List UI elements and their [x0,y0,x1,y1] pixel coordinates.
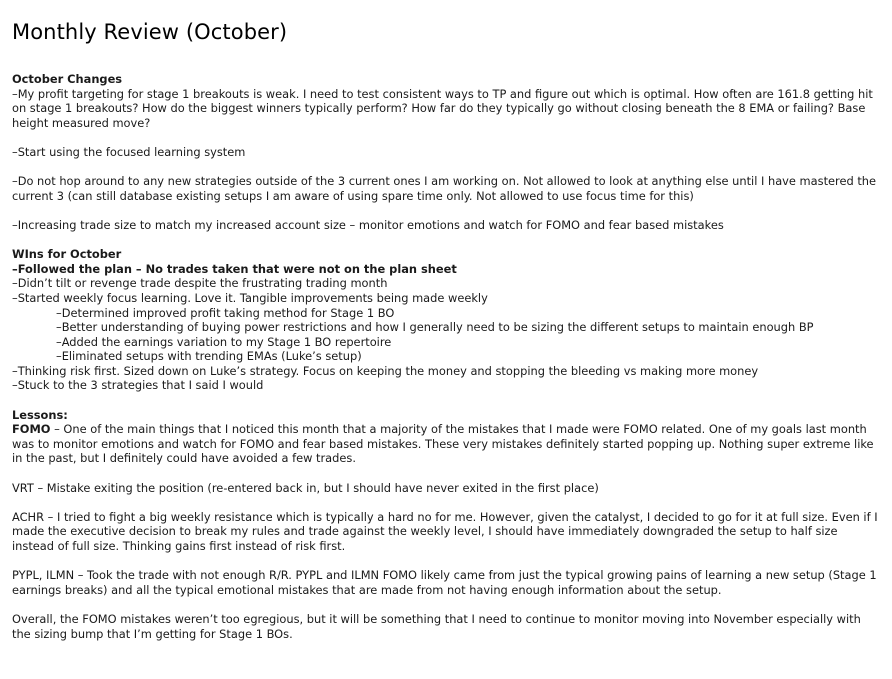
win-item: –Didn’t tilt or revenge trade despite the frustrating trading month [12,276,388,291]
change-item: –Do not hop around to any new strategies outside of the 3 current ones I am working on. Not allowed to look at anything else until I have mastered the current 3 (can still database existing setups I am aware of using spare time only. Not allowed to use focus time for this) [12,174,877,203]
lesson-fomo [12,422,878,466]
win-item: –Thinking risk first. Sized down on Luke’s strategy. Focus on keeping the money and stopping the bleeding vs making more money [12,363,759,378]
change-item: –Start using the focused learning system [12,144,246,159]
change-item: –My profit targeting for stage 1 breakouts is weak. I need to test consistent ways to TP and figure out which is optimal. How often are 161.8 getting hit on stage 1 breakouts? How do the biggest winners typically perform? How far do they typically go without closing beneath the 8 EMA or failing? Base height measured move? [12,86,873,130]
win-sub-item: –Determined improved profit taking method for Stage 1 BO [56,305,395,320]
lesson-pypl-ilmn: PYPL, ILMN – Took the trade with not enough R/R. PYPL and ILMN FOMO likely came from just the typical growing pains of learning a new setup (Stage 1 earnings breaks) and all the typical emotional mistakes that are made from not having enough information about the setup. [12,568,877,597]
lessons-heading: Lessons: [12,407,68,422]
lesson-achr: ACHR – I tried to fight a big weekly resistance which is typically a hard no for me. However, given the catalyst, I decided to go for it at full size. Even if I made the executive decision to break my rules and trade against the weekly level, I should have immediately downgraded the setup to half size instead of full size. Thinking gains first instead of risk first. [12,509,878,553]
page-title: Monthly Review (October) [12,20,288,44]
october-changes-section [12,72,878,233]
win-sub-item: –Better understanding of buying power restrictions and how I generally need to be sizing the different setups to maintain enough BP [56,320,814,335]
lesson-overall: Overall, the FOMO mistakes weren’t too egregious, but it will be something that I need to continue to monitor moving into November especially with the sizing bump that I’m getting for Stage 1 BOs. [12,611,861,641]
win-item: –Started weekly focus learning. Love it. Tangible improvements being made weekly [12,290,488,305]
win-sub-item: –Added the earnings variation to my Stage 1 BO repertoire [56,334,392,349]
wins-section [12,247,878,393]
october-changes-heading: October Changes [12,72,123,86]
fomo-text: – One of the main things that I noticed this month that a majority of the mistakes that I made were FOMO related. One of my goals last month was to monitor emotions and watch for FOMO and fear based mistakes. These very mistakes definitely started popping up. Nothing super extreme like in the past, but I definitely could have avoided a few trades. [12,422,874,466]
win-sub-item: –Eliminated setups with trending EMAs (Luke’s setup) [56,349,362,364]
change-item: –Increasing trade size to match my increased account size – monitor emotions and watch for FOMO and fear based mistakes [12,217,724,232]
lesson-vrt: VRT – Mistake exiting the position (re-entered back in, but I should have never exited in the first place) [12,480,599,495]
fomo-label: FOMO [12,422,51,437]
wins-heading: WIns for October [12,247,122,262]
lessons-section [12,408,878,642]
win-item: –Stuck to the 3 strategies that I said I would [12,378,264,393]
win-item-bold: –Followed the plan – No trades taken that were not on the plan sheet [12,261,457,276]
